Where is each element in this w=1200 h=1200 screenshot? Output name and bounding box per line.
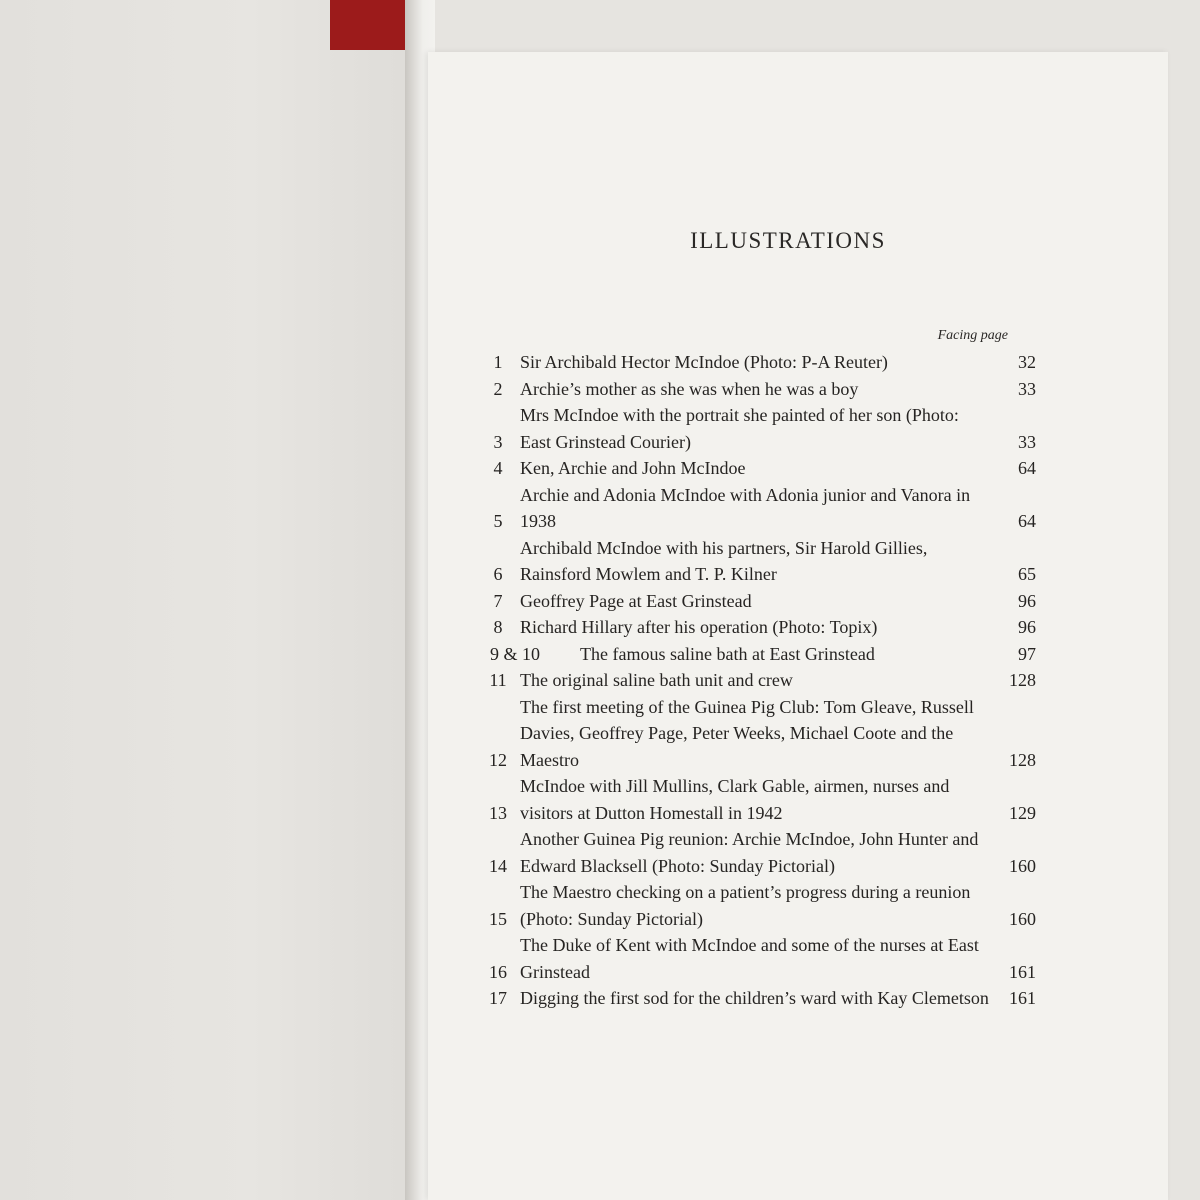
entry-page: 161 — [1009, 988, 1036, 1008]
list-item — [476, 482, 1036, 535]
entry-caption: Archibald McIndoe with his partners, Sir Harold Gillies, Rainsford Mowlem and T. P. Kilner — [520, 537, 928, 584]
entry-number: 1 — [493, 352, 503, 372]
entry-number: 13 — [489, 802, 507, 823]
list-item — [476, 535, 1036, 588]
entry-caption: Geoffrey Page at East Grinstead — [520, 590, 752, 611]
entry-page: 129 — [1009, 802, 1036, 823]
entry-page: 33 — [1018, 378, 1036, 399]
entry-caption: Sir Archibald Hector McIndoe (Photo: P-A Reuter) — [520, 352, 888, 372]
book-cover-edge — [330, 0, 410, 50]
entry-page: 96 — [1018, 590, 1036, 611]
entry-caption: McIndoe with Jill Mullins, Clark Gable, airmen, nurses and visitors at Dutton Homestall in 1942 — [520, 776, 950, 823]
entry-caption: Ken, Archie and John McIndoe — [520, 458, 746, 478]
list-item — [476, 667, 1036, 694]
entry-number: 11 — [489, 670, 507, 690]
entry-number: 3 — [493, 431, 503, 452]
entry-page: 33 — [1018, 431, 1036, 452]
page-title: ILLUSTRATIONS — [690, 228, 886, 253]
entry-caption: The Maestro checking on a patient’s progress during a reunion (Photo: Sunday Pictorial) — [520, 882, 971, 929]
entry-page: 128 — [1009, 670, 1036, 690]
entry-caption: Digging the first sod for the children’s ward with Kay Clemetson — [520, 988, 989, 1008]
entry-page: 96 — [1018, 617, 1036, 637]
entry-page: 64 — [1018, 511, 1036, 531]
entry-number: 16 — [489, 961, 507, 982]
entry-page: 160 — [1009, 908, 1036, 929]
entry-number: 17 — [489, 988, 507, 1008]
entry-page: 128 — [1009, 749, 1036, 770]
list-item — [476, 376, 1036, 403]
entry-number: 15 — [489, 908, 507, 929]
entry-number: 2 — [493, 378, 503, 399]
entry-page: 161 — [1009, 961, 1036, 982]
entry-caption: Archie’s mother as she was when he was a boy — [520, 378, 859, 399]
left-page — [0, 0, 418, 1200]
entry-caption: The famous saline bath at East Grinstead — [580, 643, 875, 664]
list-item — [476, 826, 1036, 879]
right-page — [428, 52, 1168, 1200]
list-item — [476, 879, 1036, 932]
entry-number: 8 — [493, 617, 503, 637]
list-item — [476, 349, 1036, 376]
entry-page: 97 — [1018, 643, 1036, 664]
entry-page: 32 — [1018, 352, 1036, 372]
entry-page: 64 — [1018, 458, 1036, 478]
list-item — [476, 588, 1036, 615]
list-item — [476, 932, 1036, 985]
entry-number: 12 — [489, 749, 507, 770]
list-item — [476, 614, 1036, 641]
list-item — [476, 455, 1036, 482]
entry-page: 65 — [1018, 564, 1036, 584]
list-item — [476, 694, 1036, 774]
entry-number: 7 — [493, 590, 503, 611]
list-item — [476, 773, 1036, 826]
list-item — [476, 641, 1036, 668]
entry-number: 5 — [493, 511, 503, 531]
entry-caption: Archie and Adonia McIndoe with Adonia junior and Vanora in 1938 — [520, 484, 971, 531]
entry-number: 9 & 10 — [490, 643, 541, 664]
entry-caption: Mrs McIndoe with the portrait she painted of her son (Photo: East Grinstead Courier) — [520, 405, 959, 452]
facing-page-label: Facing page — [937, 328, 1008, 343]
entry-caption: The original saline bath unit and crew — [520, 670, 793, 690]
entry-number: 6 — [493, 564, 503, 584]
entry-caption: The first meeting of the Guinea Pig Club: Tom Gleave, Russell Davies, Geoffrey Page, Peter Weeks, Michael Coote and the Maestro — [520, 696, 974, 770]
entry-number: 4 — [493, 458, 503, 478]
entry-caption: The Duke of Kent with McIndoe and some of the nurses at East Grinstead — [520, 935, 979, 982]
illustrations-list — [476, 349, 1036, 1012]
list-item — [476, 985, 1036, 1012]
entry-caption: Another Guinea Pig reunion: Archie McIndoe, John Hunter and Edward Blacksell (Photo: Sunday Pictorial) — [520, 829, 979, 876]
list-item — [476, 402, 1036, 455]
entry-number: 14 — [489, 855, 507, 876]
entry-page: 160 — [1009, 855, 1036, 876]
entry-caption: Richard Hillary after his operation (Photo: Topix) — [520, 617, 878, 637]
